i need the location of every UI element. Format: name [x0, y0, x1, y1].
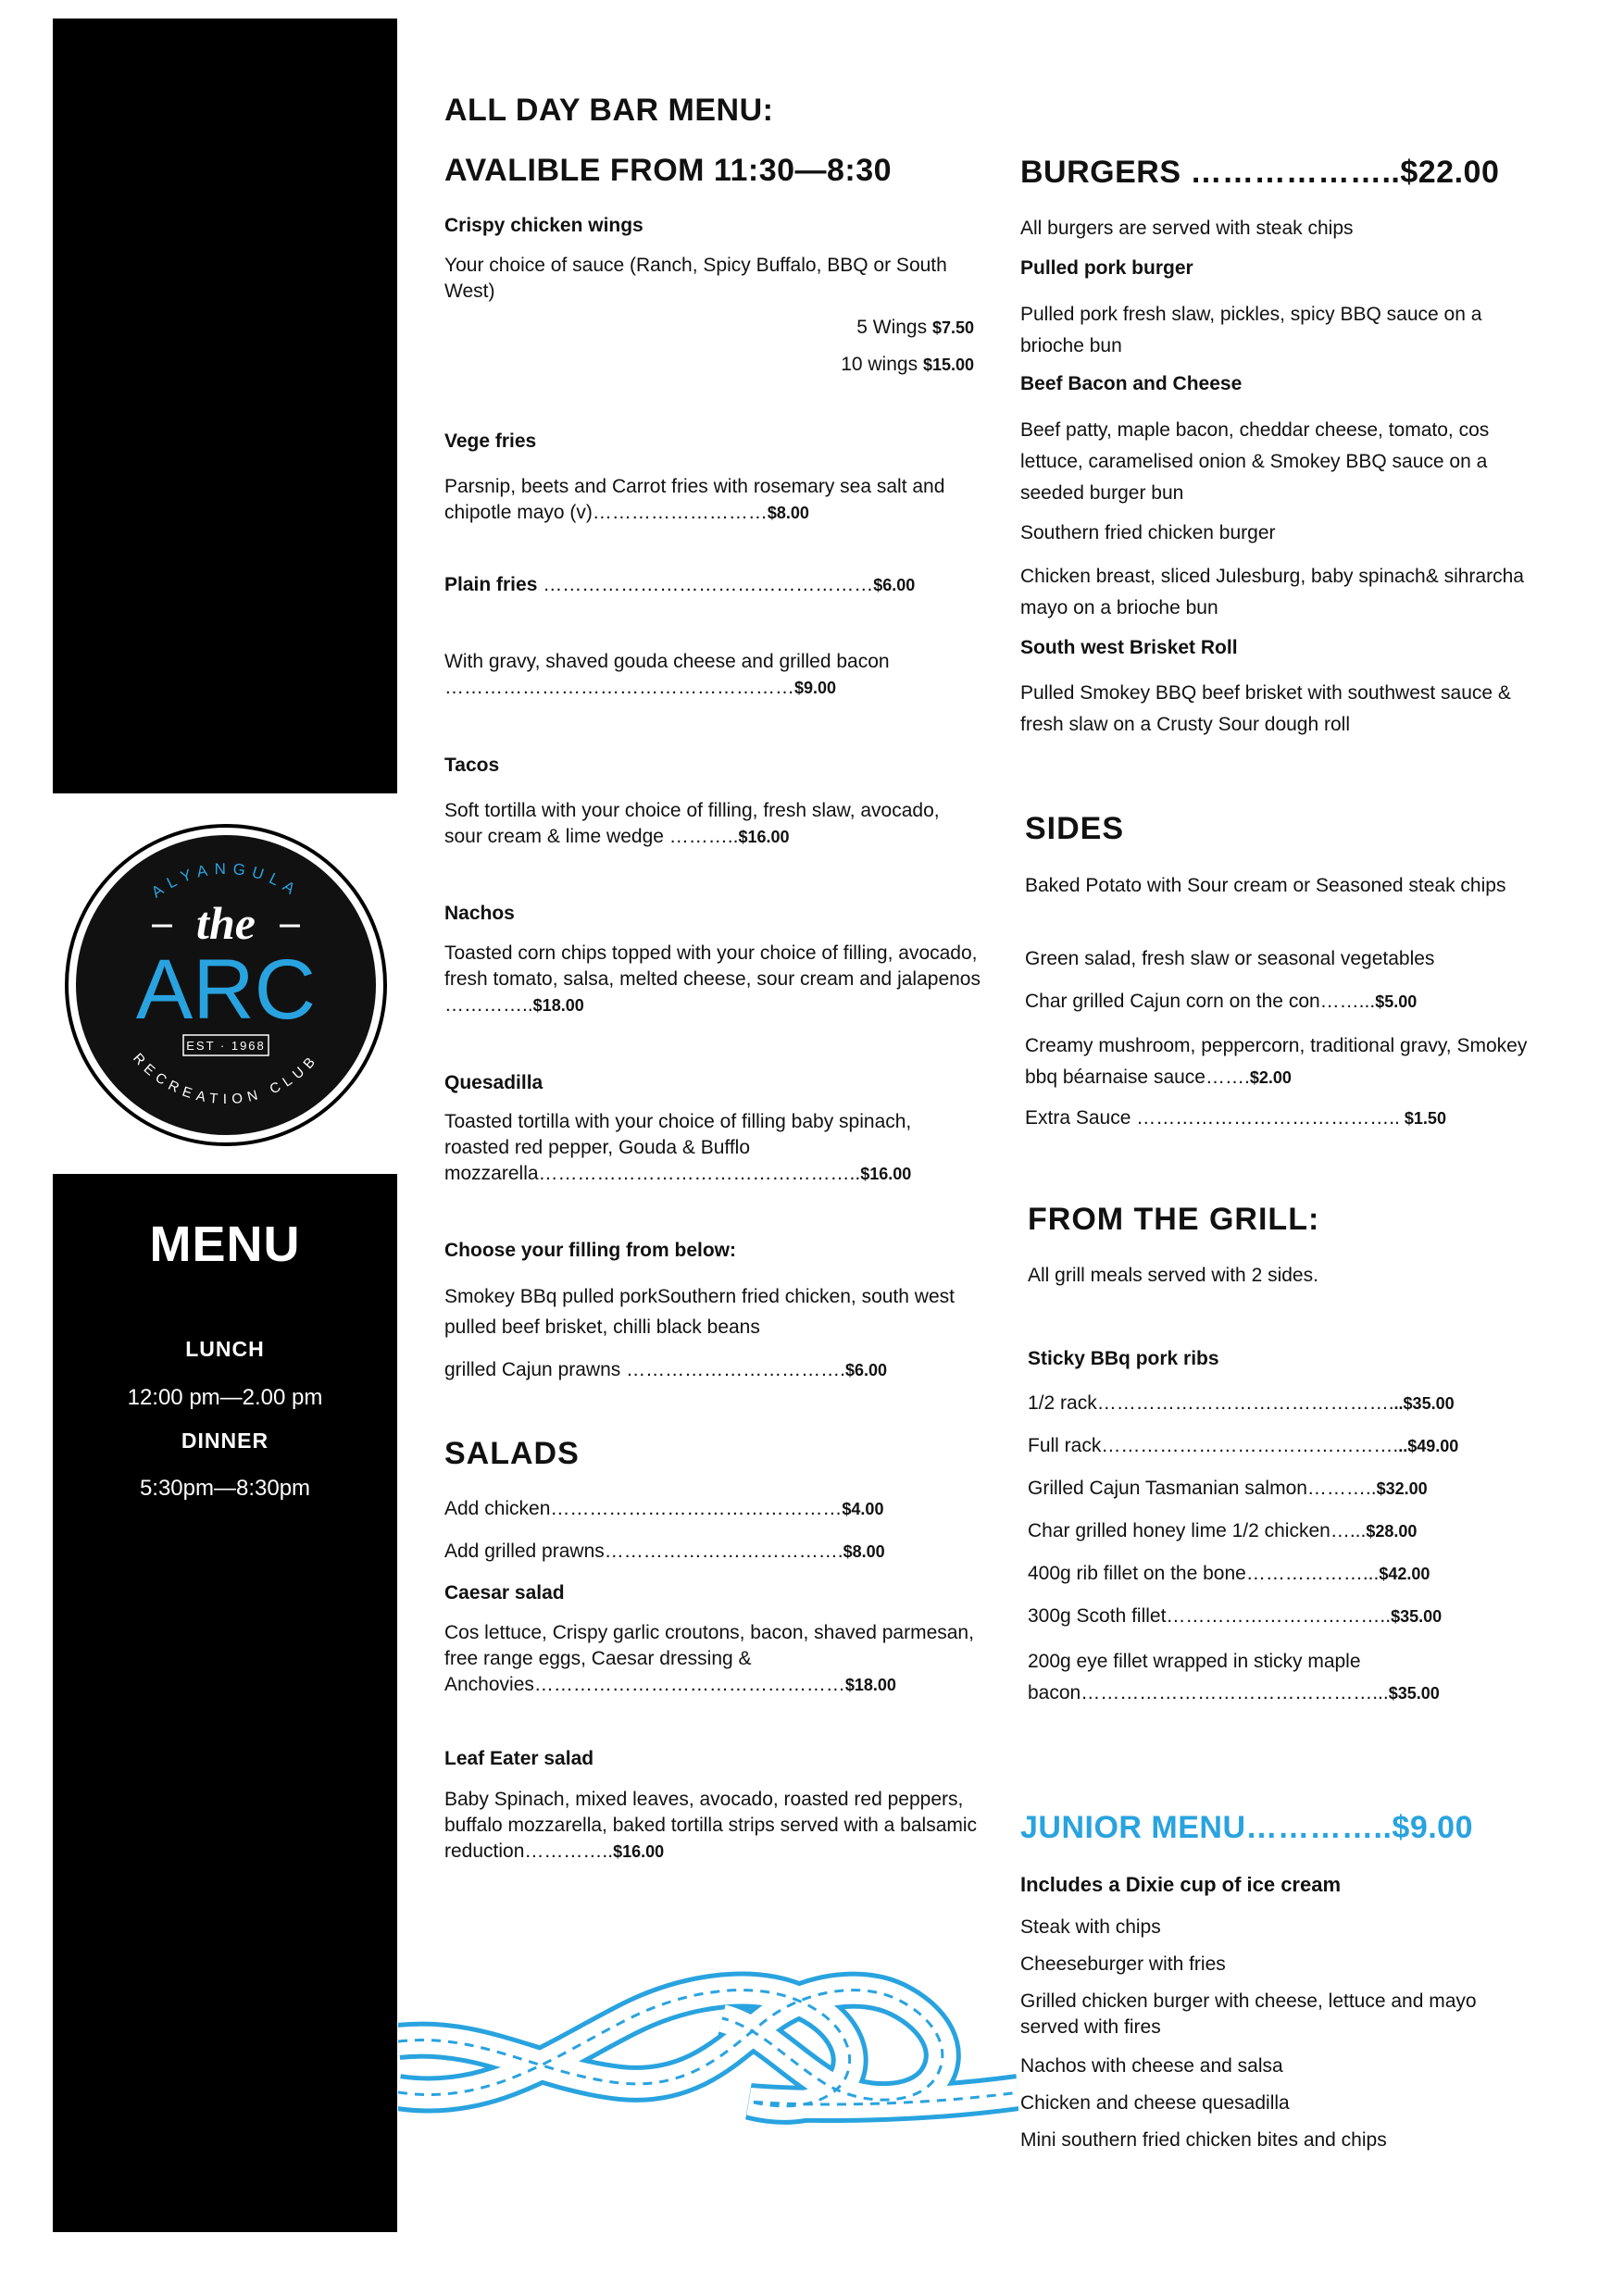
junior-item: Grilled chicken burger with cheese, lettuce and mayo served with fires — [1020, 1990, 1477, 2038]
junior-note: Includes a Dixie cup of ice cream — [1020, 1873, 1342, 1896]
junior-item: Chicken and cheese quesadilla — [1020, 2092, 1290, 2114]
grill-item: 400g rib fillet on the bone………………...$42.00 — [1028, 1563, 1430, 1584]
junior-item: Cheeseburger with fries — [1020, 1953, 1226, 1975]
junior-item: Mini southern fried chicken bites and chips — [1020, 2129, 1387, 2151]
price: $1.50 — [1399, 1109, 1446, 1128]
price: $7.50 — [931, 318, 974, 337]
item-desc: Pulled pork fresh slaw, pickles, spicy BBQ sauce on a brioche bun — [1020, 304, 1482, 356]
junior-item: Nachos with cheese and salsa — [1020, 2055, 1283, 2077]
arc-logo — [63, 822, 389, 1148]
item-desc: Smokey BBq pulled porkSouthern fried chicken, south west pulled beef brisket, chilli black beans — [444, 1286, 955, 1338]
logo-arc-text: ARC — [135, 942, 317, 1037]
item-name: Plain fries — [444, 574, 538, 595]
section-title-salads: SALADS — [444, 1436, 580, 1471]
item-desc: Baby Spinach, mixed leaves, avocado, roasted red peppers, buffalo mozzarella, baked tortilla strips served with a balsamic reduction…………..$16.00 — [444, 1789, 978, 1862]
side-item: Extra Sauce ………………………………….. $1.50 — [1025, 1107, 1446, 1129]
price: $16.00 — [738, 828, 790, 846]
price: ..$35.00 — [1393, 1394, 1455, 1413]
price: ..$49.00 — [1398, 1437, 1459, 1455]
price: $28.00 — [1366, 1522, 1418, 1541]
item-name: Crispy chicken wings — [444, 215, 643, 236]
price: $16.00 — [613, 1842, 665, 1861]
price-label: 10 wings — [841, 354, 918, 375]
dinner-label: DINNER — [181, 1429, 269, 1453]
item-name: Choose your filling from below: — [444, 1240, 736, 1261]
price: $15.00 — [922, 356, 974, 374]
item-name: Nachos — [444, 903, 515, 924]
item-desc: Pulled Smokey BBQ beef brisket with southwest sauce & fresh slaw on a Crusty Sour dough roll — [1020, 682, 1511, 735]
logo-est-text: EST · 1968 — [186, 1039, 266, 1053]
grill-item: Char grilled honey lime 1/2 chicken…...$28.00 — [1028, 1520, 1418, 1541]
sidebar-top-panel — [53, 19, 397, 793]
side-item: Char grilled Cajun corn on the con……...$5.00 — [1025, 991, 1418, 1012]
section-note: All grill meals served with 2 sides. — [1028, 1265, 1318, 1286]
price: $18.00 — [532, 996, 584, 1015]
section-title-junior: JUNIOR MENU…………..$9.00 — [1020, 1810, 1473, 1845]
item-line: Add grilled prawns……………………………….$8.00 — [444, 1541, 885, 1562]
price: $32.00 — [1376, 1479, 1428, 1498]
price: $6.00 — [844, 1361, 887, 1379]
price-line — [444, 352, 974, 378]
price: $8.00 — [843, 1542, 885, 1561]
price: $5.00 — [1375, 992, 1418, 1011]
item-line: grilled Cajun prawns …………………………….$6.00 — [444, 1359, 887, 1380]
grill-item: 300g Scoth fillet……………………………..$35.00 — [1028, 1605, 1443, 1627]
availability-heading: AVALIBLE FROM 11:30—8:30 — [444, 153, 893, 188]
item-desc: Southern fried chicken burger — [1020, 522, 1276, 543]
price: $2.00 — [1249, 1068, 1292, 1087]
item-name: Caesar salad — [444, 1582, 565, 1603]
section-title-sides: SIDES — [1025, 811, 1125, 846]
price: $35.00 — [1388, 1684, 1440, 1703]
item-desc: Your choice of sauce (Ranch, Spicy Buffalo, BBQ or South West) — [444, 255, 947, 302]
sidebar-bottom-panel — [53, 1174, 397, 2232]
item-line: Plain fries ……………………………………………$6.00 — [444, 574, 916, 595]
logo-the-text: the — [196, 897, 256, 949]
price: $42.00 — [1379, 1565, 1430, 1583]
lunch-time: 12:00 pm—2.00 pm — [127, 1385, 323, 1410]
item-desc: Soft tortilla with your choice of filling, fresh slaw, avocado, sour cream & lime wedge ………..$16.00 — [444, 800, 940, 847]
item-desc: Cos lettuce, Crispy garlic croutons, bacon, shaved parmesan, free range eggs, Caesar dressing & Anchovies…………………………………………$18.00 — [444, 1622, 974, 1695]
side-item: Creamy mushroom, peppercorn, traditional gravy, Smokey bbq béarnaise sauce…….$2.00 — [1025, 1035, 1528, 1088]
price: $6.00 — [873, 576, 916, 594]
item-desc: Beef patty, maple bacon, cheddar cheese, tomato, cos lettuce, caramelised onion & Smokey BBQ sauce on a seeded burger bun — [1020, 419, 1490, 504]
item-desc: Chicken breast, sliced Julesburg, baby spinach& sihrarcha mayo on a brioche bun — [1020, 566, 1524, 618]
menu-heading: ALL DAY BAR MENU: — [444, 93, 774, 128]
section-title-burgers: BURGERS ………………..$22.00 — [1020, 155, 1500, 190]
item-name: Pulled pork burger — [1020, 257, 1193, 279]
price: $9.00 — [794, 679, 837, 697]
logo-bottom-text: RECREATION CLUB — [130, 1050, 322, 1108]
section-title-grill: FROM THE GRILL: — [1028, 1202, 1320, 1237]
item-line: Add chicken………………………………………$4.00 — [444, 1498, 884, 1519]
item-name: Beef Bacon and Cheese — [1020, 373, 1243, 394]
price: $4.00 — [842, 1500, 884, 1518]
item-name: Vege fries — [444, 430, 537, 452]
item-name: Quesadilla — [444, 1072, 543, 1093]
grill-item: Full rack………………………………………...$49.00 — [1028, 1435, 1459, 1456]
section-note: All burgers are served with steak chips — [1020, 218, 1354, 239]
side-item: Baked Potato with Sour cream or Seasoned steak chips — [1025, 875, 1506, 896]
price: $18.00 — [844, 1676, 896, 1694]
price: $35.00 — [1391, 1607, 1443, 1626]
junior-item: Steak with chips — [1020, 1916, 1161, 1938]
sidebar-menu-title: MENU — [149, 1217, 301, 1272]
lunch-label: LUNCH — [185, 1337, 265, 1361]
price-line — [444, 315, 974, 341]
item-name: Leaf Eater salad — [444, 1748, 594, 1769]
item-name: Tacos — [444, 755, 500, 776]
item-desc: Toasted corn chips topped with your choice of filling, avocado, fresh tomato, salsa, melted cheese, sour cream and jalapenos …………..$18.00 — [444, 942, 981, 1016]
grill-item: 1/2 rack………………………………………...$35.00 — [1028, 1392, 1455, 1414]
price-label: 5 Wings — [856, 317, 928, 338]
dinner-time: 5:30pm—8:30pm — [139, 1476, 311, 1501]
rope-knot-illustration — [398, 1944, 1018, 2148]
item-name: South west Brisket Roll — [1020, 637, 1238, 658]
price: $16.00 — [860, 1165, 912, 1183]
grill-item: Grilled Cajun Tasmanian salmon………..$32.00 — [1028, 1478, 1428, 1499]
logo-top-text: ALYANGULA — [148, 859, 304, 902]
item-desc: Toasted tortilla with your choice of filling baby spinach, roasted red pepper, Gouda & Bufflo mozzarella…………………………………………..$16.00 — [444, 1111, 912, 1184]
side-item: Green salad, fresh slaw or seasonal vegetables — [1025, 948, 1435, 969]
price: $8.00 — [767, 504, 809, 522]
item-desc: With gravy, shaved gouda cheese and grilled bacon ………………………………………………$9.00 — [444, 651, 890, 698]
grill-item: 200g eye fillet wrapped in sticky maple bacon………………………………………...$35.00 — [1028, 1651, 1440, 1703]
item-desc: Parsnip, beets and Carrot fries with rosemary sea salt and chipotle mayo (v)………………………$8.00 — [444, 476, 945, 523]
item-name: Sticky BBq pork ribs — [1028, 1348, 1219, 1369]
